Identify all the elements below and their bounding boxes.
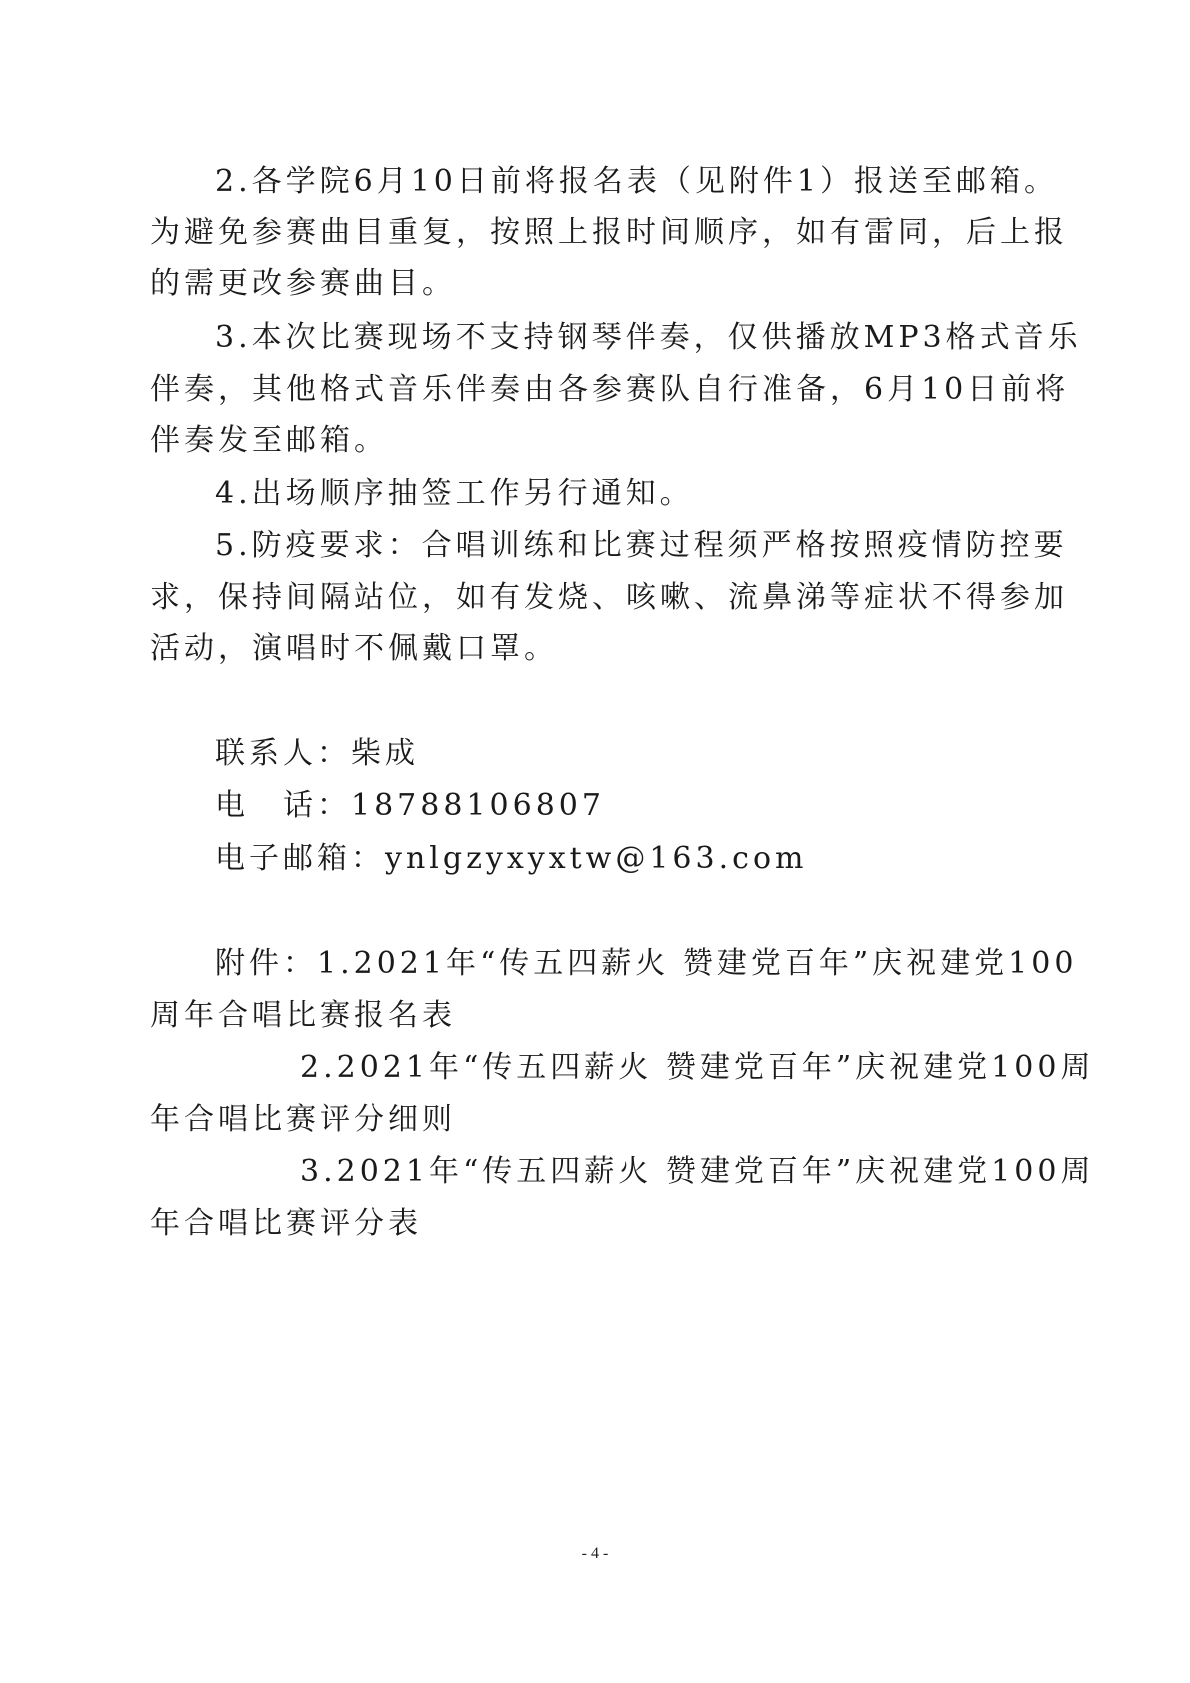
contact-phone: 电 话：18788106807: [215, 788, 605, 823]
paragraph-3-line-2: 伴奏，其他格式音乐伴奏由各参赛队自行准备，6月10日前将: [150, 372, 1070, 407]
contact-person: 联系人：柴成: [215, 736, 419, 771]
paragraph-5-line-1: 5.防疫要求：合唱训练和比赛过程须严格按照疫情防控要: [215, 528, 1068, 563]
paragraph-3-line-3: 伴奏发至邮箱。: [150, 423, 388, 458]
paragraph-2-line-3: 的需更改参赛曲目。: [150, 266, 456, 301]
attachment-1-line-1: 附件：1.2021年“传五四薪火 赞建党百年”庆祝建党100: [215, 946, 1078, 981]
attachment-3-line-1: 3.2021年“传五四薪火 赞建党百年”庆祝建党100周: [300, 1154, 1095, 1189]
paragraph-2-line-1: 2.各学院6月10日前将报名表（见附件1）报送至邮箱。: [215, 164, 1058, 199]
attachment-2-line-2: 年合唱比赛评分细则: [150, 1102, 456, 1137]
attachment-3-line-2: 年合唱比赛评分表: [150, 1206, 422, 1241]
contact-email: 电子邮箱：ynlgzyxyxtw@163.com: [215, 841, 808, 876]
page-number: - 4 -: [581, 1545, 609, 1562]
paragraph-5-line-2: 求，保持间隔站位，如有发烧、咳嗽、流鼻涕等症状不得参加: [150, 580, 1068, 615]
paragraph-4-line-1: 4.出场顺序抽签工作另行通知。: [215, 476, 694, 511]
paragraph-3-line-1: 3.本次比赛现场不支持钢琴伴奏，仅供播放MP3格式音乐: [215, 320, 1082, 355]
attachment-1-line-2: 周年合唱比赛报名表: [150, 998, 456, 1033]
paragraph-5-line-3: 活动，演唱时不佩戴口罩。: [150, 631, 558, 666]
attachment-2-line-1: 2.2021年“传五四薪火 赞建党百年”庆祝建党100周: [300, 1050, 1095, 1085]
paragraph-2-line-2: 为避免参赛曲目重复，按照上报时间顺序，如有雷同，后上报: [150, 215, 1068, 250]
